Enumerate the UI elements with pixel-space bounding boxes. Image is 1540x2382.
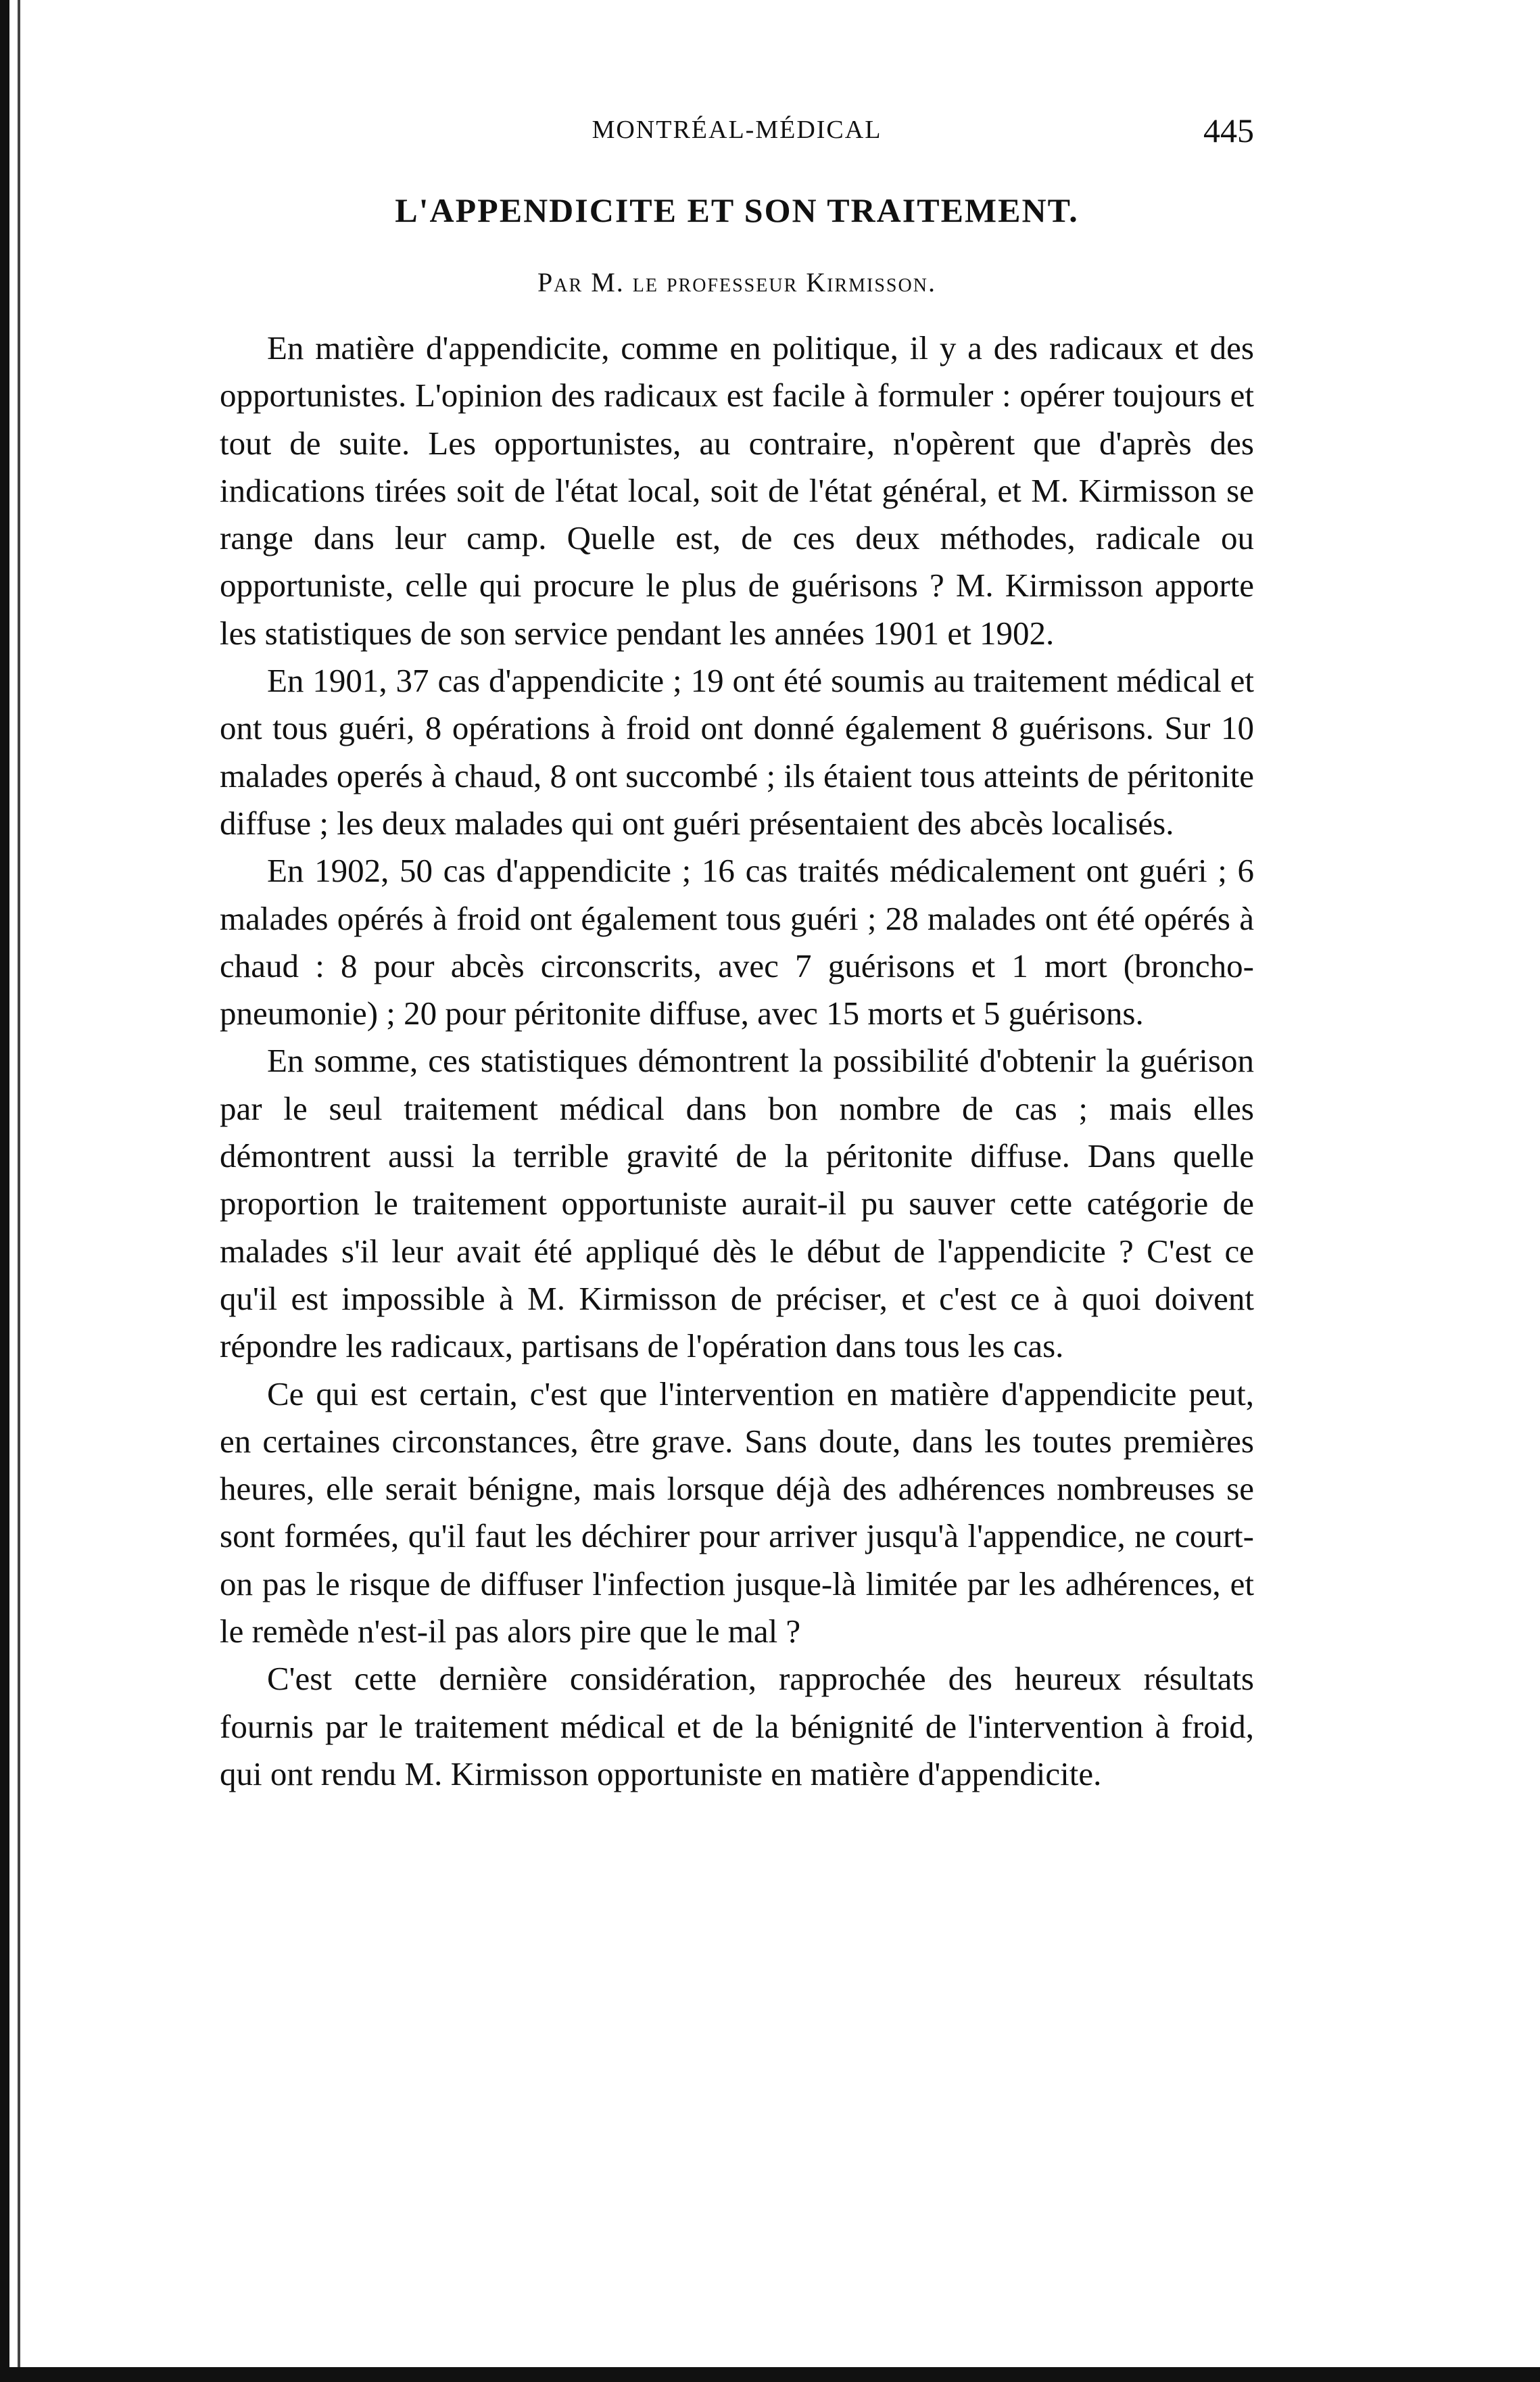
running-head [220, 112, 1254, 169]
article-title: L'APPENDICITE ET SON TRAITEMENT. [395, 191, 1079, 229]
scan-border-bottom [0, 2367, 1540, 2382]
paragraph-conclusion: C'est cette dernière considération, rapprochée des heureux résultats fournis par le traitement médical et de la bénignité de l'intervention à froid, qui ont rendu M. Kirmisson opportuniste en matière d'appendicite. [220, 1660, 1254, 1792]
journal-page [220, 112, 1254, 1798]
page-number: 445 [1203, 112, 1254, 149]
paragraph-1902-statistics: En 1902, 50 cas d'appendicite ; 16 cas traités médicalement ont guéri ; 6 malades opérés à froid ont également tous guéri ; 28 malades ont été opérés à chaud : 8 pour abcès circonscrits, avec 7 guérisons et 1 mort (broncho-pneumonie) ; 20 pour péritonite diffuse, avec 15 morts et 5 guérisons. [220, 852, 1254, 1032]
paragraph-intro: En matière d'appendicite, comme en politique, il y a des radicaux et des opportunistes. L'opinion des radicaux est facile à formuler : opérer toujours et tout de suite. Les opportunistes, au contraire, n'opèrent que d'après des indications tirées soit de l'état local, soit de l'état général, et M. Kirmisson se range dans leur camp. Quelle est, de ces deux méthodes, radicale ou opportuniste, celle qui procure le plus de guérisons ? M. Kirmisson apporte les statistiques de son service pendant les années 1901 et 1902. [220, 329, 1254, 652]
paragraph-intervention-risk: Ce qui est certain, c'est que l'intervention en matière d'appendicite peut, en certaines circonstances, être grave. Sans doute, dans les toutes premières heures, elle serait bénigne, mais lorsque déjà des adhérences nombreuses se sont formées, qu'il faut les déchirer pour arriver jusqu'à l'appendice, ne court-on pas le risque de diffuser l'infection jusque-là limitée par les adhérences, et le remède n'est-il pas alors pire que le mal ? [220, 1375, 1254, 1650]
article-byline: Par M. le professeur Kirmisson. [537, 267, 936, 297]
article-body [220, 325, 1254, 1798]
scan-border-left [0, 0, 9, 2382]
paragraph-1901-statistics: En 1901, 37 cas d'appendicite ; 19 ont été soumis au traitement médical et ont tous guéri, 8 opérations à froid ont donné également 8 guérisons. Sur 10 malades operés à chaud, 8 ont succombé ; ils étaient tous atteints de péritonite diffuse ; les deux malades qui ont guéri présentaient des abcès localisés. [220, 662, 1254, 842]
paragraph-summary: En somme, ces statistiques démontrent la possibilité d'obtenir la guérison par le seul traitement médical dans bon nombre de cas ; mais elles démontrent aussi la terrible gravité de la péritonite diffuse. Dans quelle proportion le traitement opportuniste aurait-il pu sauver cette catégorie de malades s'il leur avait été appliqué dès le début de l'appendicite ? C'est ce qu'il est impossible à M. Kirmisson de préciser, et c'est ce à quoi doivent répondre les radicaux, partisans de l'opération dans tous les cas. [220, 1042, 1254, 1365]
running-title: MONTRÉAL-MÉDICAL [592, 116, 882, 144]
scan-border-left-line [18, 0, 20, 2382]
